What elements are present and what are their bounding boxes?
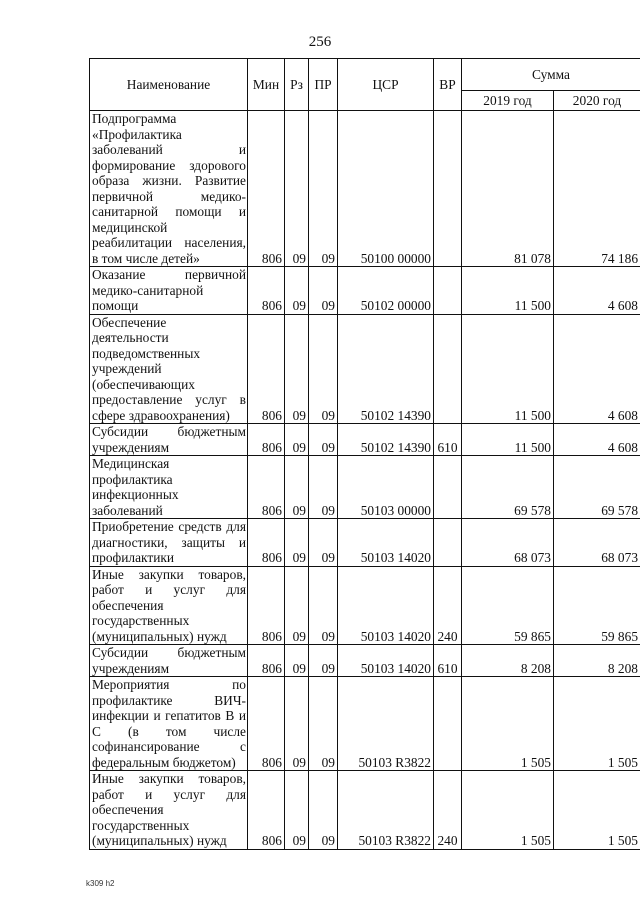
row-name-cell: Оказание первичной медико-санитарной помощи — [90, 267, 248, 315]
table-row — [90, 677, 640, 771]
row-name-cell: Обеспечение деятельности подведомственных учреждений (обеспечивающих предоставление услуг в сфере здравоохранения) — [90, 314, 248, 424]
header-year-2020: 2020 год — [554, 91, 640, 111]
row-vr-cell: 610 — [434, 424, 462, 456]
header-sum: Сумма — [462, 59, 640, 91]
table-row — [90, 267, 640, 315]
row-name-cell: Приобретение средств для диагностики, защиты и профилактики — [90, 519, 248, 567]
table-row — [90, 456, 640, 519]
row-pr-cell: 09 — [309, 267, 338, 315]
table-body — [90, 111, 640, 850]
row-2020-cell: 74 186 — [554, 111, 640, 267]
row-rz-cell: 09 — [285, 424, 309, 456]
header-csr: ЦСР — [338, 59, 434, 111]
table-header — [90, 59, 640, 111]
row-vr-cell — [434, 267, 462, 315]
header-vr: ВР — [434, 59, 462, 111]
table-row — [90, 519, 640, 567]
table-row — [90, 771, 640, 850]
row-rz-cell: 09 — [285, 645, 309, 677]
row-vr-cell — [434, 677, 462, 771]
row-rz-cell: 09 — [285, 566, 309, 645]
table-row — [90, 566, 640, 645]
row-name-cell: Субсидии бюджетным учреждениям — [90, 424, 248, 456]
row-min-cell: 806 — [248, 771, 285, 850]
row-2020-cell: 4 608 — [554, 314, 640, 424]
row-2019-cell: 11 500 — [462, 424, 554, 456]
table-row — [90, 111, 640, 267]
row-rz-cell: 09 — [285, 677, 309, 771]
row-csr-cell: 50103 R3822 — [338, 771, 434, 850]
row-name-cell: Подпрограмма «Профилактика заболеваний и формирование здорового образа жизни. Развитие первичной медико-санитарной помощи и медицинской реабилитации населения, в том числе детей» — [90, 111, 248, 267]
row-pr-cell: 09 — [309, 314, 338, 424]
row-vr-cell — [434, 519, 462, 567]
row-pr-cell: 09 — [309, 519, 338, 567]
row-name-cell: Иные закупки товаров, работ и услуг для обеспечения государственных (муниципальных) нужд — [90, 771, 248, 850]
row-2019-cell: 11 500 — [462, 314, 554, 424]
table-row — [90, 645, 640, 677]
header-year-2019: 2019 год — [462, 91, 554, 111]
page-number: 256 — [308, 34, 332, 50]
row-vr-cell — [434, 456, 462, 519]
row-min-cell: 806 — [248, 566, 285, 645]
row-name-cell: Мероприятия по профилактике ВИЧ-инфекции и гепатитов В и С (в том числе софинансирование с федеральным бюджетом) — [90, 677, 248, 771]
row-pr-cell: 09 — [309, 771, 338, 850]
budget-table — [89, 58, 640, 850]
row-rz-cell: 09 — [285, 111, 309, 267]
row-2020-cell: 8 208 — [554, 645, 640, 677]
row-vr-cell: 610 — [434, 645, 462, 677]
row-name-cell: Субсидии бюджетным учреждениям — [90, 645, 248, 677]
row-2020-cell: 4 608 — [554, 267, 640, 315]
row-rz-cell: 09 — [285, 314, 309, 424]
row-csr-cell: 50103 00000 — [338, 456, 434, 519]
row-min-cell: 806 — [248, 424, 285, 456]
row-pr-cell: 09 — [309, 456, 338, 519]
row-2020-cell: 59 865 — [554, 566, 640, 645]
row-min-cell: 806 — [248, 456, 285, 519]
row-pr-cell: 09 — [309, 566, 338, 645]
row-min-cell: 806 — [248, 677, 285, 771]
row-2019-cell: 1 505 — [462, 677, 554, 771]
row-pr-cell: 09 — [309, 677, 338, 771]
row-2019-cell: 8 208 — [462, 645, 554, 677]
row-rz-cell: 09 — [285, 771, 309, 850]
row-2019-cell: 11 500 — [462, 267, 554, 315]
row-2019-cell: 68 073 — [462, 519, 554, 567]
row-min-cell: 806 — [248, 645, 285, 677]
header-name: Наименование — [90, 59, 248, 111]
row-rz-cell: 09 — [285, 519, 309, 567]
row-2020-cell: 69 578 — [554, 456, 640, 519]
row-2019-cell: 59 865 — [462, 566, 554, 645]
row-2019-cell: 81 078 — [462, 111, 554, 267]
row-2019-cell: 69 578 — [462, 456, 554, 519]
row-2019-cell: 1 505 — [462, 771, 554, 850]
row-csr-cell: 50100 00000 — [338, 111, 434, 267]
row-2020-cell: 1 505 — [554, 771, 640, 850]
row-csr-cell: 50103 14020 — [338, 645, 434, 677]
header-rz: Рз — [285, 59, 309, 111]
row-vr-cell — [434, 314, 462, 424]
row-csr-cell: 50103 14020 — [338, 519, 434, 567]
row-pr-cell: 09 — [309, 645, 338, 677]
row-name-cell: Иные закупки товаров, работ и услуг для обеспечения государственных (муниципальных) нужд — [90, 566, 248, 645]
row-min-cell: 806 — [248, 111, 285, 267]
row-csr-cell: 50103 14020 — [338, 566, 434, 645]
row-csr-cell: 50102 00000 — [338, 267, 434, 315]
row-2020-cell: 1 505 — [554, 677, 640, 771]
row-name-cell: Медицинская профилактика инфекционных заболеваний — [90, 456, 248, 519]
row-pr-cell: 09 — [309, 111, 338, 267]
row-rz-cell: 09 — [285, 456, 309, 519]
row-pr-cell: 09 — [309, 424, 338, 456]
row-vr-cell: 240 — [434, 566, 462, 645]
row-min-cell: 806 — [248, 267, 285, 315]
row-csr-cell: 50103 R3822 — [338, 677, 434, 771]
row-vr-cell: 240 — [434, 771, 462, 850]
row-csr-cell: 50102 14390 — [338, 314, 434, 424]
row-rz-cell: 09 — [285, 267, 309, 315]
table-row — [90, 314, 640, 424]
row-min-cell: 806 — [248, 314, 285, 424]
row-2020-cell: 68 073 — [554, 519, 640, 567]
row-csr-cell: 50102 14390 — [338, 424, 434, 456]
footer-code: k309 h2 — [86, 879, 115, 888]
header-min: Мин — [248, 59, 285, 111]
table-row — [90, 424, 640, 456]
row-min-cell: 806 — [248, 519, 285, 567]
row-2020-cell: 4 608 — [554, 424, 640, 456]
row-vr-cell — [434, 111, 462, 267]
header-pr: ПР — [309, 59, 338, 111]
